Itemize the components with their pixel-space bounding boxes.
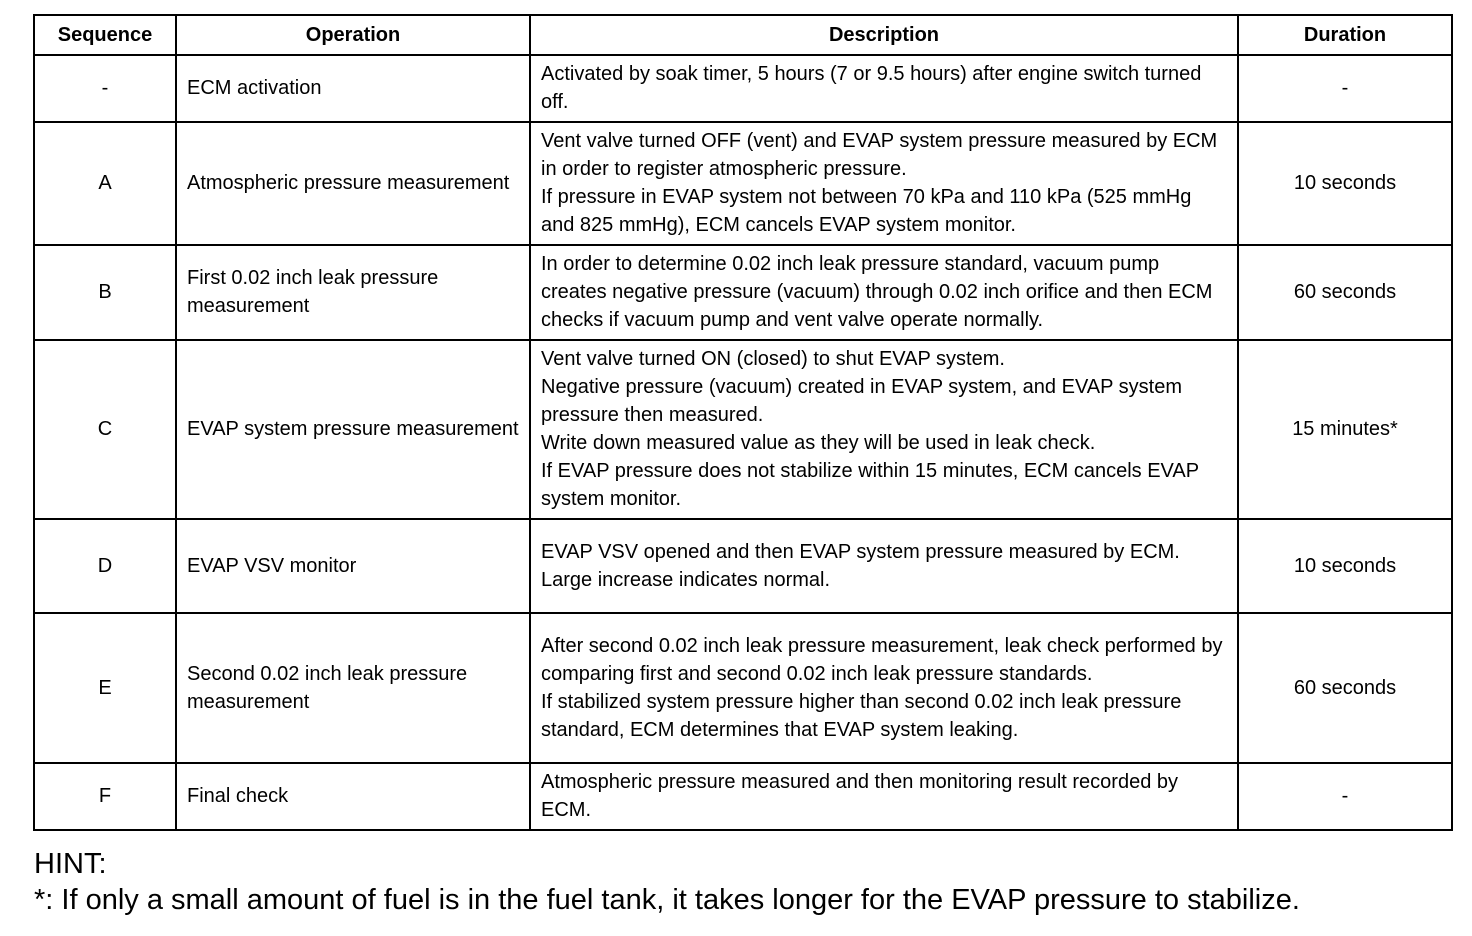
document-page bbox=[33, 14, 1451, 831]
table-row bbox=[34, 340, 1452, 519]
hint-label: HINT: bbox=[34, 848, 107, 880]
duration-cell: 10 seconds bbox=[1238, 122, 1452, 245]
table-row bbox=[34, 763, 1452, 830]
duration-cell: 10 seconds bbox=[1238, 519, 1452, 613]
table-row bbox=[34, 245, 1452, 340]
description-line: Vent valve turned ON (closed) to shut EVAP system. bbox=[541, 348, 1005, 370]
description-cell bbox=[530, 245, 1238, 340]
sequence-cell: E bbox=[34, 613, 176, 763]
sequence-cell: F bbox=[34, 763, 176, 830]
sequence-cell: - bbox=[34, 55, 176, 122]
description-cell bbox=[530, 763, 1238, 830]
description-line: EVAP VSV opened and then EVAP system pressure measured by ECM. bbox=[541, 540, 1180, 563]
operation-cell: EVAP VSV monitor bbox=[176, 519, 530, 613]
hint-note bbox=[34, 846, 1300, 918]
description-line: Activated by soak timer, 5 hours (7 or 9.5 hours) after engine switch turned off. bbox=[541, 63, 1202, 113]
operation-cell: Final check bbox=[176, 763, 530, 830]
header-operation: Operation bbox=[176, 15, 530, 55]
operation-cell: EVAP system pressure measurement bbox=[176, 340, 530, 519]
table-row bbox=[34, 519, 1452, 613]
description-line: Large increase indicates normal. bbox=[541, 568, 831, 591]
hint-text: *: If only a small amount of fuel is in the fuel tank, it takes longer for the EVAP pressure to stabilize. bbox=[34, 884, 1300, 916]
header-sequence: Sequence bbox=[34, 15, 176, 55]
header-duration: Duration bbox=[1238, 15, 1452, 55]
duration-cell: 60 seconds bbox=[1238, 245, 1452, 340]
table-header-row bbox=[34, 15, 1452, 55]
sequence-cell: A bbox=[34, 122, 176, 245]
description-line: After second 0.02 inch leak pressure measurement, leak check performed by comparing first and second 0.02 inch leak pressure standards. bbox=[541, 634, 1223, 685]
operation-cell: Second 0.02 inch leak pressure measurement bbox=[176, 613, 530, 763]
duration-cell: 60 seconds bbox=[1238, 613, 1452, 763]
description-line: In order to determine 0.02 inch leak pressure standard, vacuum pump creates negative pressure (vacuum) through 0.02 inch orifice and then ECM checks if vacuum pump and vent valve operate normally. bbox=[541, 253, 1213, 331]
description-line: Atmospheric pressure measured and then monitoring result recorded by ECM. bbox=[541, 771, 1178, 821]
description-cell bbox=[530, 340, 1238, 519]
table-row bbox=[34, 55, 1452, 122]
sequence-cell: B bbox=[34, 245, 176, 340]
description-cell bbox=[530, 122, 1238, 245]
description-line: Negative pressure (vacuum) created in EVAP system, and EVAP system pressure then measured. bbox=[541, 376, 1183, 426]
operation-cell: Atmospheric pressure measurement bbox=[176, 122, 530, 245]
duration-cell: - bbox=[1238, 55, 1452, 122]
sequence-cell: D bbox=[34, 519, 176, 613]
operation-cell: First 0.02 inch leak pressure measurement bbox=[176, 245, 530, 340]
description-cell bbox=[530, 519, 1238, 613]
description-line: If stabilized system pressure higher than second 0.02 inch leak pressure standard, ECM determines that EVAP system leaking. bbox=[541, 690, 1182, 741]
description-line: Vent valve turned OFF (vent) and EVAP system pressure measured by ECM in order to register atmospheric pressure. bbox=[541, 130, 1218, 180]
description-line: Write down measured value as they will be used in leak check. bbox=[541, 432, 1096, 454]
description-cell bbox=[530, 55, 1238, 122]
description-line: If pressure in EVAP system not between 70 kPa and 110 kPa (525 mmHg and 825 mmHg), ECM cancels EVAP system monitor. bbox=[541, 186, 1192, 236]
table-row bbox=[34, 122, 1452, 245]
sequence-cell: C bbox=[34, 340, 176, 519]
operation-cell: ECM activation bbox=[176, 55, 530, 122]
table-row bbox=[34, 613, 1452, 763]
header-description: Description bbox=[530, 15, 1238, 55]
evap-monitor-sequence-table bbox=[33, 14, 1453, 831]
duration-cell: - bbox=[1238, 763, 1452, 830]
description-cell bbox=[530, 613, 1238, 763]
description-line: If EVAP pressure does not stabilize within 15 minutes, ECM cancels EVAP system monitor. bbox=[541, 460, 1199, 510]
duration-cell: 15 minutes* bbox=[1238, 340, 1452, 519]
